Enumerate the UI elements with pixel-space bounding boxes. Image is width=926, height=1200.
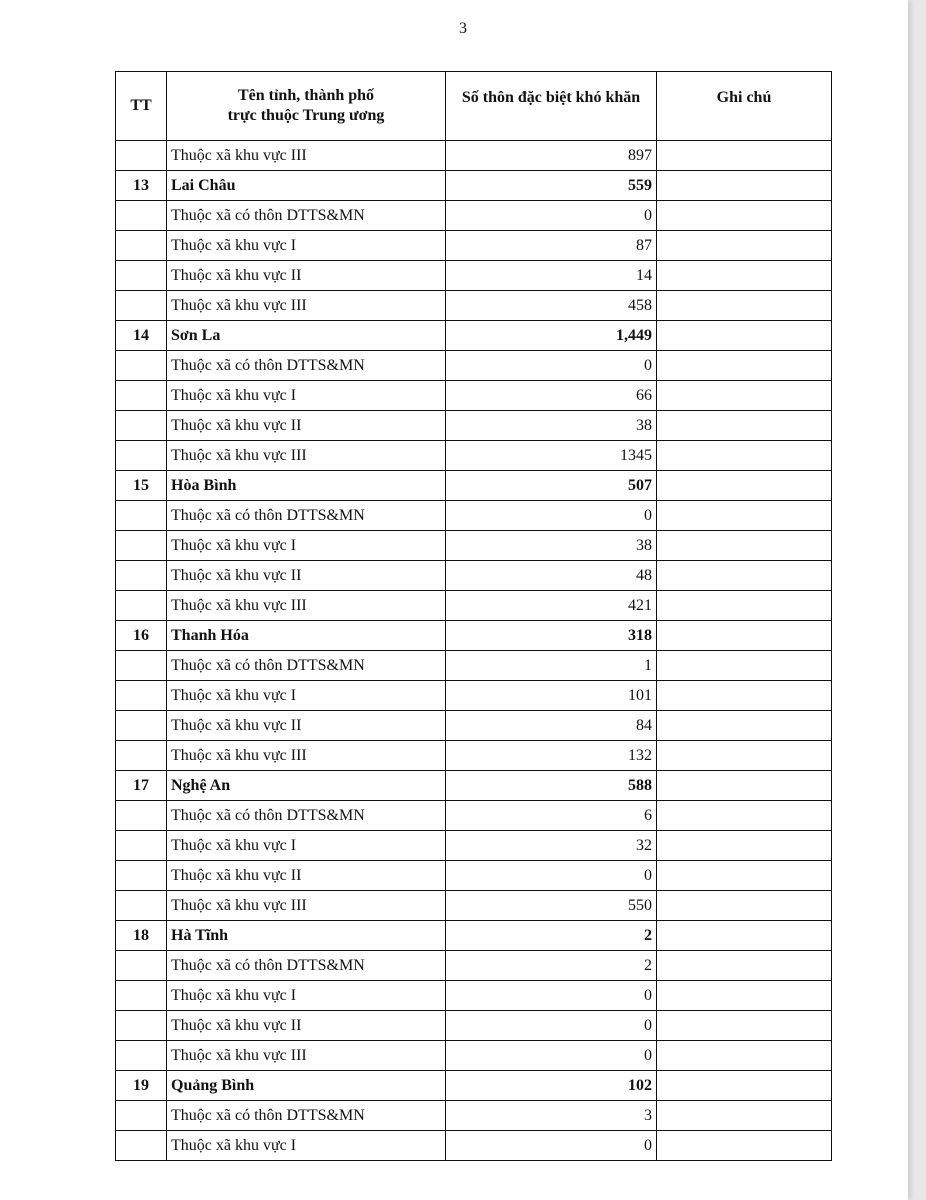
row-name-cell: Thuộc xã có thôn DTTS&MN	[167, 201, 446, 231]
table-header-row	[116, 72, 832, 141]
row-tt-cell	[116, 381, 167, 411]
row-name-cell: Thuộc xã có thôn DTTS&MN	[167, 951, 446, 981]
table-row	[116, 411, 832, 441]
row-name-cell: Hà Tĩnh	[167, 921, 446, 951]
province-row	[116, 1071, 832, 1101]
row-count-cell: 421	[446, 591, 657, 621]
header-name-line1: Tên tỉnh, thành phố	[237, 87, 375, 104]
row-count-cell: 0	[446, 861, 657, 891]
header-tt: TT	[116, 72, 167, 141]
row-tt-cell	[116, 831, 167, 861]
table-row	[116, 531, 832, 561]
row-tt-cell: 19	[116, 1071, 167, 1101]
row-note-cell	[657, 951, 832, 981]
row-count-cell: 550	[446, 891, 657, 921]
row-note-cell	[657, 801, 832, 831]
row-count-cell: 132	[446, 741, 657, 771]
province-row	[116, 471, 832, 501]
row-tt-cell: 16	[116, 621, 167, 651]
row-name-cell: Thuộc xã khu vực I	[167, 1131, 446, 1161]
row-note-cell	[657, 741, 832, 771]
row-name-cell: Thuộc xã khu vực I	[167, 381, 446, 411]
row-tt-cell	[116, 591, 167, 621]
row-tt-cell	[116, 1041, 167, 1071]
row-name-cell: Thuộc xã khu vực I	[167, 231, 446, 261]
row-name-cell: Thuộc xã khu vực III	[167, 291, 446, 321]
row-count-cell: 318	[446, 621, 657, 651]
row-tt-cell	[116, 891, 167, 921]
row-tt-cell	[116, 141, 167, 171]
row-note-cell	[657, 861, 832, 891]
row-tt-cell	[116, 231, 167, 261]
row-name-cell: Lai Châu	[167, 171, 446, 201]
row-name-cell: Thuộc xã khu vực I	[167, 531, 446, 561]
row-count-cell: 101	[446, 681, 657, 711]
row-note-cell	[657, 1131, 832, 1161]
row-note-cell	[657, 621, 832, 651]
table-row	[116, 231, 832, 261]
row-note-cell	[657, 1101, 832, 1131]
row-note-cell	[657, 561, 832, 591]
table-row	[116, 801, 832, 831]
row-count-cell: 458	[446, 291, 657, 321]
table-row	[116, 1041, 832, 1071]
header-note: Ghi chú	[657, 72, 832, 141]
row-count-cell: 0	[446, 1011, 657, 1041]
row-note-cell	[657, 531, 832, 561]
villages-table	[115, 71, 832, 1161]
header-name-line2: trực thuộc Trung ương	[227, 107, 385, 124]
table-row	[116, 1011, 832, 1041]
row-note-cell	[657, 231, 832, 261]
table-row	[116, 741, 832, 771]
province-row	[116, 921, 832, 951]
row-name-cell: Nghệ An	[167, 771, 446, 801]
table-row	[116, 351, 832, 381]
row-count-cell: 0	[446, 1041, 657, 1071]
header-village-count: Số thôn đặc biệt khó khăn	[446, 72, 657, 141]
row-note-cell	[657, 681, 832, 711]
row-note-cell	[657, 171, 832, 201]
row-tt-cell	[116, 741, 167, 771]
table-row	[116, 711, 832, 741]
row-tt-cell	[116, 1131, 167, 1161]
row-note-cell	[657, 351, 832, 381]
table-row	[116, 441, 832, 471]
row-count-cell: 0	[446, 981, 657, 1011]
row-tt-cell	[116, 651, 167, 681]
table-row	[116, 381, 832, 411]
row-tt-cell	[116, 861, 167, 891]
row-name-cell: Thuộc xã khu vực III	[167, 591, 446, 621]
row-note-cell	[657, 441, 832, 471]
row-tt-cell	[116, 681, 167, 711]
row-count-cell: 507	[446, 471, 657, 501]
row-note-cell	[657, 1011, 832, 1041]
row-tt-cell: 15	[116, 471, 167, 501]
row-note-cell	[657, 321, 832, 351]
row-name-cell: Thuộc xã khu vực III	[167, 141, 446, 171]
row-tt-cell	[116, 561, 167, 591]
row-count-cell: 0	[446, 201, 657, 231]
table-row	[116, 951, 832, 981]
row-note-cell	[657, 501, 832, 531]
row-count-cell: 588	[446, 771, 657, 801]
row-name-cell: Thuộc xã khu vực I	[167, 681, 446, 711]
row-name-cell: Hòa Bình	[167, 471, 446, 501]
row-name-cell: Thanh Hóa	[167, 621, 446, 651]
table-row	[116, 981, 832, 1011]
row-tt-cell	[116, 951, 167, 981]
row-name-cell: Thuộc xã khu vực II	[167, 261, 446, 291]
row-tt-cell: 13	[116, 171, 167, 201]
table-row	[116, 861, 832, 891]
row-name-cell: Thuộc xã có thôn DTTS&MN	[167, 501, 446, 531]
row-name-cell: Thuộc xã khu vực III	[167, 741, 446, 771]
row-name-cell: Thuộc xã khu vực II	[167, 411, 446, 441]
table-row	[116, 201, 832, 231]
row-note-cell	[657, 921, 832, 951]
row-note-cell	[657, 291, 832, 321]
table-row	[116, 1101, 832, 1131]
table-row	[116, 261, 832, 291]
province-row	[116, 621, 832, 651]
table-row	[116, 501, 832, 531]
row-count-cell: 84	[446, 711, 657, 741]
table-row	[116, 591, 832, 621]
row-name-cell: Thuộc xã khu vực III	[167, 1041, 446, 1071]
row-count-cell: 0	[446, 351, 657, 381]
row-count-cell: 102	[446, 1071, 657, 1101]
row-note-cell	[657, 831, 832, 861]
row-note-cell	[657, 771, 832, 801]
row-note-cell	[657, 711, 832, 741]
table-row	[116, 681, 832, 711]
row-tt-cell	[116, 1101, 167, 1131]
row-count-cell: 48	[446, 561, 657, 591]
row-note-cell	[657, 1041, 832, 1071]
row-count-cell: 66	[446, 381, 657, 411]
row-tt-cell	[116, 531, 167, 561]
row-tt-cell	[116, 981, 167, 1011]
row-name-cell: Thuộc xã có thôn DTTS&MN	[167, 801, 446, 831]
row-tt-cell	[116, 711, 167, 741]
row-note-cell	[657, 411, 832, 441]
row-count-cell: 0	[446, 501, 657, 531]
row-tt-cell	[116, 411, 167, 441]
row-tt-cell	[116, 441, 167, 471]
row-count-cell: 14	[446, 261, 657, 291]
row-tt-cell	[116, 351, 167, 381]
row-tt-cell	[116, 261, 167, 291]
row-count-cell: 897	[446, 141, 657, 171]
row-tt-cell	[116, 1011, 167, 1041]
row-note-cell	[657, 1071, 832, 1101]
row-count-cell: 3	[446, 1101, 657, 1131]
row-note-cell	[657, 381, 832, 411]
row-tt-cell	[116, 201, 167, 231]
table-row	[116, 141, 832, 171]
table-row	[116, 831, 832, 861]
row-name-cell: Thuộc xã khu vực II	[167, 561, 446, 591]
row-count-cell: 87	[446, 231, 657, 261]
row-tt-cell	[116, 291, 167, 321]
row-tt-cell: 14	[116, 321, 167, 351]
row-count-cell: 1,449	[446, 321, 657, 351]
row-count-cell: 32	[446, 831, 657, 861]
row-count-cell: 1345	[446, 441, 657, 471]
row-count-cell: 2	[446, 951, 657, 981]
table-body	[116, 141, 832, 1161]
row-name-cell: Sơn La	[167, 321, 446, 351]
row-name-cell: Thuộc xã có thôn DTTS&MN	[167, 351, 446, 381]
row-name-cell: Thuộc xã khu vực I	[167, 981, 446, 1011]
row-note-cell	[657, 201, 832, 231]
table-row	[116, 651, 832, 681]
row-name-cell: Quảng Bình	[167, 1071, 446, 1101]
row-count-cell: 6	[446, 801, 657, 831]
row-tt-cell	[116, 801, 167, 831]
row-name-cell: Thuộc xã khu vực II	[167, 861, 446, 891]
header-province-name	[167, 72, 446, 141]
row-note-cell	[657, 651, 832, 681]
row-tt-cell: 18	[116, 921, 167, 951]
row-note-cell	[657, 981, 832, 1011]
row-count-cell: 38	[446, 531, 657, 561]
row-count-cell: 1	[446, 651, 657, 681]
row-name-cell: Thuộc xã khu vực III	[167, 891, 446, 921]
table-row	[116, 561, 832, 591]
row-name-cell: Thuộc xã khu vực I	[167, 831, 446, 861]
table-row	[116, 1131, 832, 1161]
row-count-cell: 2	[446, 921, 657, 951]
province-row	[116, 771, 832, 801]
row-note-cell	[657, 891, 832, 921]
row-note-cell	[657, 141, 832, 171]
row-note-cell	[657, 261, 832, 291]
row-name-cell: Thuộc xã có thôn DTTS&MN	[167, 1101, 446, 1131]
page-number: 3	[459, 20, 467, 37]
row-name-cell: Thuộc xã khu vực II	[167, 1011, 446, 1041]
row-name-cell: Thuộc xã có thôn DTTS&MN	[167, 651, 446, 681]
table-row	[116, 291, 832, 321]
table-row	[116, 891, 832, 921]
row-name-cell: Thuộc xã khu vực III	[167, 441, 446, 471]
row-tt-cell	[116, 501, 167, 531]
row-note-cell	[657, 471, 832, 501]
row-count-cell: 559	[446, 171, 657, 201]
row-count-cell: 0	[446, 1131, 657, 1161]
row-note-cell	[657, 591, 832, 621]
row-tt-cell: 17	[116, 771, 167, 801]
province-row	[116, 171, 832, 201]
row-name-cell: Thuộc xã khu vực II	[167, 711, 446, 741]
province-row	[116, 321, 832, 351]
row-count-cell: 38	[446, 411, 657, 441]
